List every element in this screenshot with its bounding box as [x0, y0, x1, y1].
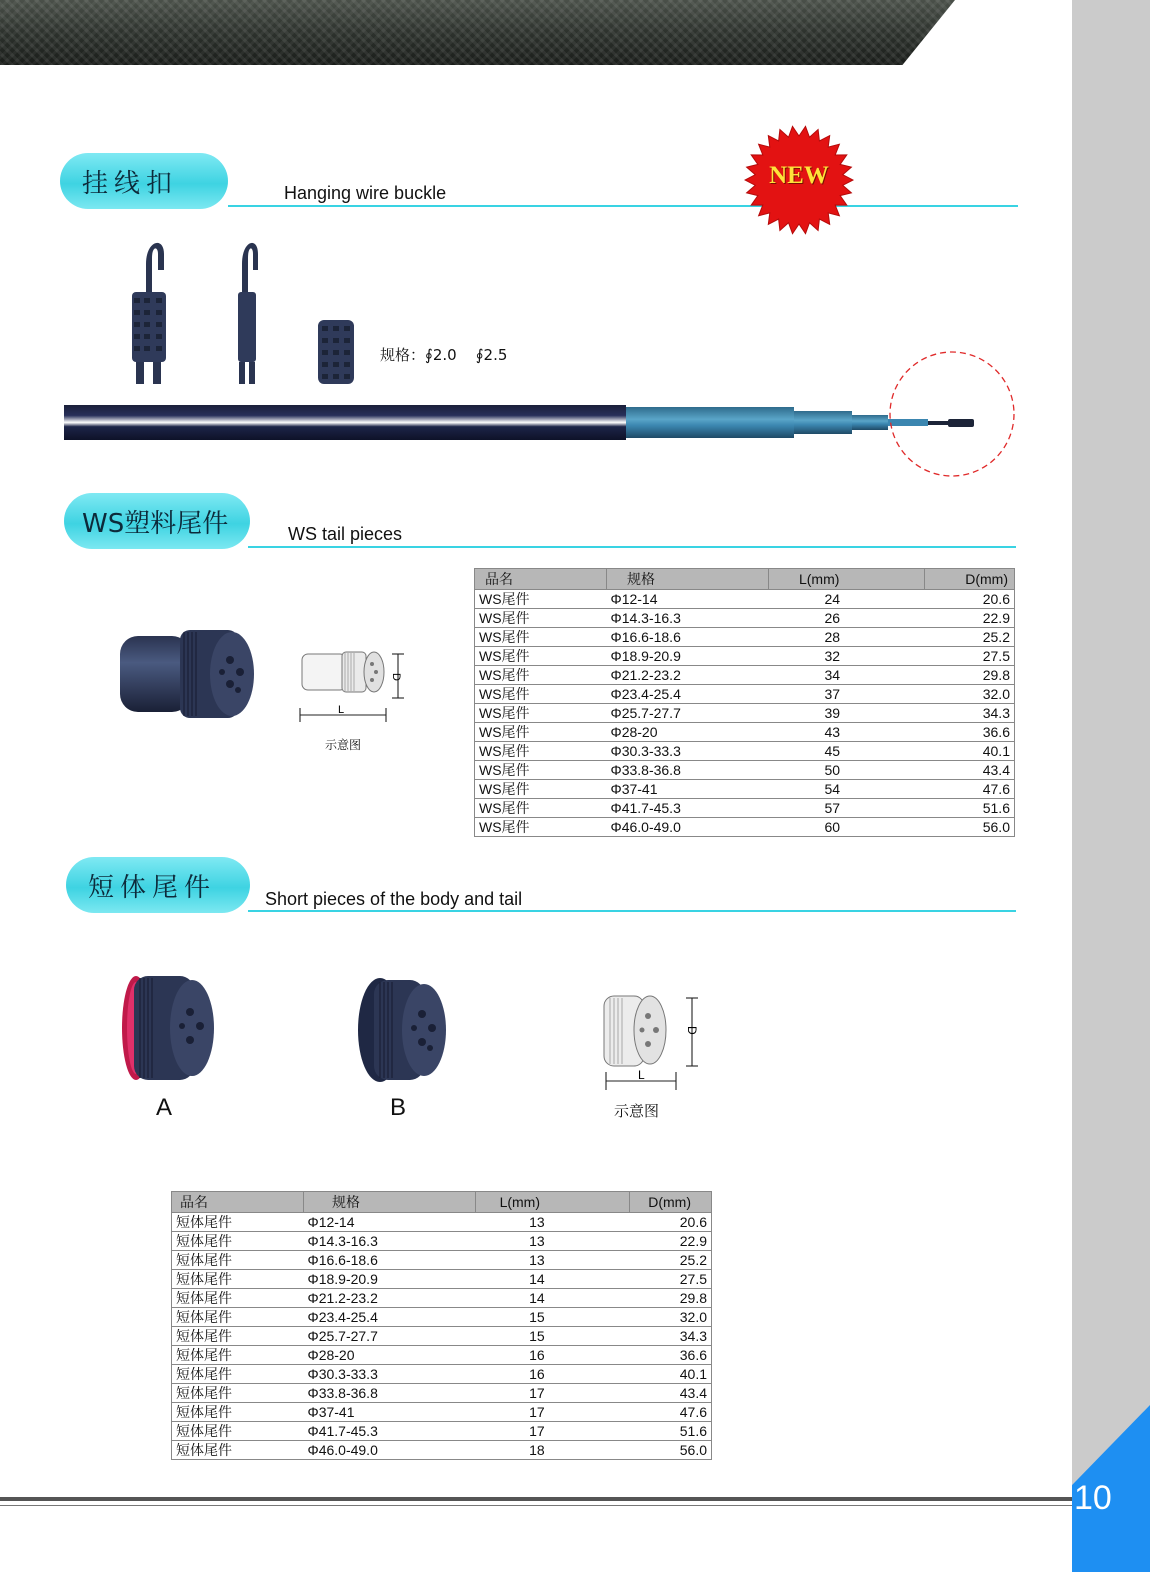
table-cell: 15 — [475, 1308, 630, 1327]
table-row — [475, 742, 1015, 761]
svg-text:L: L — [638, 1068, 645, 1082]
table-row — [172, 1403, 712, 1422]
table-cell: 22.9 — [925, 609, 1015, 628]
table-row — [172, 1365, 712, 1384]
page-number: 10 — [1074, 1479, 1112, 1517]
table-header-cell: L(mm) — [475, 1192, 630, 1213]
table-cell: 短体尾件 — [172, 1327, 304, 1346]
table-cell: 50 — [768, 761, 924, 780]
table-cell: 短体尾件 — [172, 1251, 304, 1270]
table-cell: Φ37-41 — [607, 780, 769, 799]
table-cell: 20.6 — [925, 590, 1015, 609]
table-cell: 短体尾件 — [172, 1365, 304, 1384]
table-header-cell: L(mm) — [768, 569, 924, 590]
table-cell: 56.0 — [925, 818, 1015, 837]
table-row — [475, 723, 1015, 742]
section-title-en: Hanging wire buckle — [284, 183, 447, 203]
table-cell: 36.6 — [630, 1346, 712, 1365]
table-cell: Φ46.0-49.0 — [607, 818, 769, 837]
table-cell: 短体尾件 — [172, 1403, 304, 1422]
table-row — [475, 685, 1015, 704]
svg-text:D: D — [390, 673, 402, 681]
table-cell: 34.3 — [925, 704, 1015, 723]
table-cell: 40.1 — [630, 1365, 712, 1384]
table-cell: 47.6 — [925, 780, 1015, 799]
table-row — [172, 1327, 712, 1346]
ws-diagram-caption: 示意图 — [325, 738, 362, 752]
short-spec-table — [171, 1191, 712, 1460]
table-row — [475, 609, 1015, 628]
table-cell: WS尾件 — [475, 818, 607, 837]
table-header-cell: 品名 — [475, 569, 607, 590]
label-b: B — [390, 1094, 407, 1121]
table-cell: WS尾件 — [475, 761, 607, 780]
table-row — [172, 1213, 712, 1232]
table-cell: 短体尾件 — [172, 1289, 304, 1308]
table-cell: 60 — [768, 818, 924, 837]
section-title-cn: WS塑料尾件 — [82, 508, 229, 539]
table-cell: WS尾件 — [475, 704, 607, 723]
table-cell: Φ16.6-18.6 — [304, 1251, 476, 1270]
table-cell: Φ46.0-49.0 — [304, 1441, 476, 1460]
table-cell: 47.6 — [630, 1403, 712, 1422]
table-row — [475, 647, 1015, 666]
table-cell: 34.3 — [630, 1327, 712, 1346]
table-cell: Φ33.8-36.8 — [607, 761, 769, 780]
buckle-spec-label: 规格：∮2.0 ∮2.5 — [380, 346, 508, 364]
table-cell: 32.0 — [925, 685, 1015, 704]
table-row — [172, 1232, 712, 1251]
section-title-pill-ws-tail — [64, 493, 250, 549]
table-cell: Φ28-20 — [607, 723, 769, 742]
table-cell: WS尾件 — [475, 628, 607, 647]
table-cell: Φ23.4-25.4 — [607, 685, 769, 704]
table-cell: 短体尾件 — [172, 1346, 304, 1365]
table-cell: Φ28-20 — [304, 1346, 476, 1365]
table-row — [475, 799, 1015, 818]
table-cell: 32 — [768, 647, 924, 666]
table-row — [172, 1422, 712, 1441]
table-cell: 16 — [475, 1346, 630, 1365]
table-cell: Φ25.7-27.7 — [607, 704, 769, 723]
table-cell: 16 — [475, 1365, 630, 1384]
table-row — [475, 704, 1015, 723]
table-cell: 29.8 — [630, 1289, 712, 1308]
table-cell: 26 — [768, 609, 924, 628]
section-underline — [228, 205, 1018, 207]
fishing-rod-illustration — [64, 348, 1020, 480]
short-tail-piece-a-image — [116, 968, 222, 1088]
table-cell: WS尾件 — [475, 609, 607, 628]
table-cell: 短体尾件 — [172, 1422, 304, 1441]
table-row — [172, 1384, 712, 1403]
svg-text:L: L — [338, 704, 345, 716]
table-row — [172, 1346, 712, 1365]
right-sidebar — [1072, 0, 1150, 1572]
table-cell: 25.2 — [630, 1251, 712, 1270]
table-cell: 17 — [475, 1384, 630, 1403]
table-cell: 57 — [768, 799, 924, 818]
table-cell: Φ14.3-16.3 — [304, 1232, 476, 1251]
table-cell: 28 — [768, 628, 924, 647]
table-cell: 短体尾件 — [172, 1270, 304, 1289]
table-cell: Φ33.8-36.8 — [304, 1384, 476, 1403]
table-header-cell: 规格 — [607, 569, 769, 590]
table-cell: 17 — [475, 1422, 630, 1441]
table-row — [172, 1308, 712, 1327]
section-title-en: Short pieces of the body and tail — [265, 889, 523, 909]
table-header-row — [172, 1192, 712, 1213]
short-dimension-diagram — [596, 990, 708, 1096]
table-header-cell: 规格 — [304, 1192, 476, 1213]
table-cell: 40.1 — [925, 742, 1015, 761]
table-cell: 36.6 — [925, 723, 1015, 742]
ws-tail-piece-image — [114, 622, 260, 722]
table-row — [475, 666, 1015, 685]
table-cell: WS尾件 — [475, 723, 607, 742]
table-cell: Φ25.7-27.7 — [304, 1327, 476, 1346]
table-cell: WS尾件 — [475, 590, 607, 609]
table-cell: 54 — [768, 780, 924, 799]
table-row — [172, 1289, 712, 1308]
table-row — [475, 818, 1015, 837]
table-cell: 短体尾件 — [172, 1232, 304, 1251]
table-cell: 45 — [768, 742, 924, 761]
table-cell: 13 — [475, 1232, 630, 1251]
table-cell: 短体尾件 — [172, 1308, 304, 1327]
table-cell: 短体尾件 — [172, 1384, 304, 1403]
table-cell: 15 — [475, 1327, 630, 1346]
table-cell: 29.8 — [925, 666, 1015, 685]
table-row — [475, 761, 1015, 780]
table-cell: Φ41.7-45.3 — [607, 799, 769, 818]
table-cell: 37 — [768, 685, 924, 704]
table-cell: 32.0 — [630, 1308, 712, 1327]
section-title-pill-short-body — [66, 857, 250, 913]
table-cell: 43 — [768, 723, 924, 742]
header-carbon-banner — [0, 0, 955, 65]
section-title-en: WS tail pieces — [288, 524, 403, 544]
table-cell: 39 — [768, 704, 924, 723]
table-cell: Φ30.3-33.3 — [304, 1365, 476, 1384]
table-cell: WS尾件 — [475, 780, 607, 799]
table-cell: 18 — [475, 1441, 630, 1460]
footer-rule-thin — [0, 1505, 1072, 1506]
table-cell: 51.6 — [925, 799, 1015, 818]
short-diagram-caption: 示意图 — [614, 1102, 660, 1120]
table-cell: Φ30.3-33.3 — [607, 742, 769, 761]
table-cell: 34 — [768, 666, 924, 685]
table-cell: WS尾件 — [475, 799, 607, 818]
table-cell: Φ37-41 — [304, 1403, 476, 1422]
table-cell: Φ23.4-25.4 — [304, 1308, 476, 1327]
section-title-pill-hanging-buckle — [60, 153, 228, 209]
label-a: A — [156, 1094, 173, 1121]
table-cell: Φ12-14 — [607, 590, 769, 609]
table-cell: 20.6 — [630, 1213, 712, 1232]
table-cell: 22.9 — [630, 1232, 712, 1251]
table-cell: Φ14.3-16.3 — [607, 609, 769, 628]
table-cell: 43.4 — [630, 1384, 712, 1403]
table-cell: Φ18.9-20.9 — [304, 1270, 476, 1289]
table-cell: 27.5 — [630, 1270, 712, 1289]
section-underline — [248, 910, 1016, 912]
table-cell: Φ12-14 — [304, 1213, 476, 1232]
section-title-cn: 短体尾件 — [88, 872, 217, 903]
table-row — [475, 590, 1015, 609]
table-cell: Φ41.7-45.3 — [304, 1422, 476, 1441]
svg-text:D: D — [685, 1026, 699, 1035]
table-row — [172, 1441, 712, 1460]
new-badge-label: NEW — [769, 162, 829, 189]
table-cell: 短体尾件 — [172, 1213, 304, 1232]
table-cell: 14 — [475, 1270, 630, 1289]
table-row — [172, 1270, 712, 1289]
table-cell: 13 — [475, 1251, 630, 1270]
table-cell: 56.0 — [630, 1441, 712, 1460]
table-row — [172, 1251, 712, 1270]
table-cell: 短体尾件 — [172, 1441, 304, 1460]
table-cell: 27.5 — [925, 647, 1015, 666]
table-cell: WS尾件 — [475, 647, 607, 666]
table-cell: 13 — [475, 1213, 630, 1232]
section-title-cn: 挂线扣 — [82, 168, 179, 199]
table-cell: Φ18.9-20.9 — [607, 647, 769, 666]
table-cell: WS尾件 — [475, 742, 607, 761]
table-header-cell: 品名 — [172, 1192, 304, 1213]
ws-dimension-diagram — [296, 648, 408, 726]
table-cell: WS尾件 — [475, 666, 607, 685]
table-cell: 14 — [475, 1289, 630, 1308]
table-cell: Φ21.2-23.2 — [304, 1289, 476, 1308]
footer-rule — [0, 1497, 1072, 1501]
table-cell: 51.6 — [630, 1422, 712, 1441]
table-row — [475, 628, 1015, 647]
ws-spec-table — [474, 568, 1015, 837]
table-row — [475, 780, 1015, 799]
table-cell: 25.2 — [925, 628, 1015, 647]
table-cell: WS尾件 — [475, 685, 607, 704]
short-tail-piece-b-image — [354, 974, 454, 1086]
table-header-cell: D(mm) — [925, 569, 1015, 590]
table-header-row — [475, 569, 1015, 590]
table-cell: Φ21.2-23.2 — [607, 666, 769, 685]
table-header-cell: D(mm) — [630, 1192, 712, 1213]
table-cell: 24 — [768, 590, 924, 609]
table-cell: 43.4 — [925, 761, 1015, 780]
table-cell: 17 — [475, 1403, 630, 1422]
section-underline — [248, 546, 1016, 548]
table-cell: Φ16.6-18.6 — [607, 628, 769, 647]
